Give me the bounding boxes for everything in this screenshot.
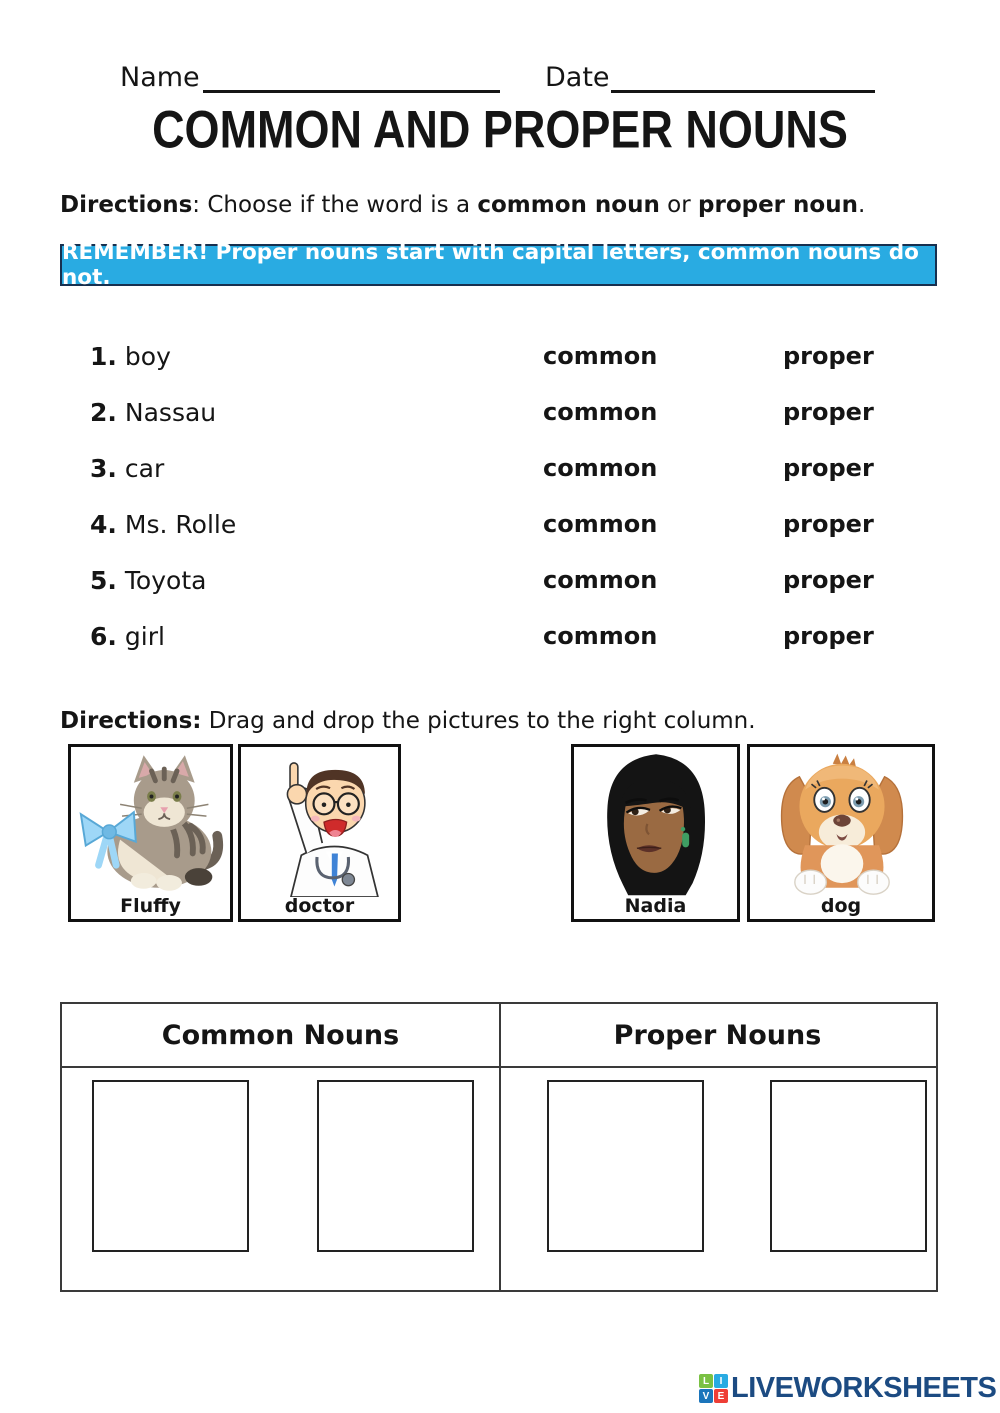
woman-with-black-hair-image [576, 749, 737, 897]
column-divider [499, 1004, 501, 1290]
quiz-word: 2. Nassau [90, 398, 217, 427]
quiz-word: 1. boy [90, 342, 171, 371]
reminder-text: REMEMBER! Proper nouns start with capital letters, common nouns do not. [62, 240, 919, 290]
directions-label: Directions [60, 192, 193, 218]
liveworksheets-footer[interactable] [699, 1372, 996, 1405]
quiz-word: 5. Toyota [90, 566, 207, 595]
dropzone-proper-2[interactable] [770, 1080, 927, 1252]
card-nadia[interactable] [571, 744, 740, 922]
card-fluffy[interactable] [68, 744, 233, 922]
quiz-word: 4. Ms. Rolle [90, 510, 237, 539]
sort-table [60, 1002, 938, 1292]
proper-option[interactable]: proper [783, 398, 874, 426]
card-caption: Nadia [624, 895, 687, 917]
quiz-row-6 [0, 618, 1000, 662]
common-option[interactable]: common [543, 510, 658, 538]
date-label: Date [545, 62, 610, 93]
logo-letter-l: L [699, 1374, 713, 1388]
dropzone-common-1[interactable] [92, 1080, 249, 1252]
card-caption: dog [820, 895, 862, 917]
liveworksheets-wordmark: LIVEWORKSHEETS [731, 1372, 997, 1404]
quiz-row-1 [0, 338, 1000, 382]
common-option[interactable]: common [543, 342, 658, 370]
quiz-row-4 [0, 506, 1000, 550]
directions-drag: Directions: Drag and drop the pictures to the right column. [60, 708, 756, 734]
date-blank-line[interactable] [611, 60, 875, 93]
brown-puppy-image [752, 749, 932, 897]
liveworksheets-logo-icon [699, 1374, 728, 1403]
quiz-row-3 [0, 450, 1000, 494]
cat-with-blue-bow-image [73, 749, 230, 897]
quiz-row-2 [0, 394, 1000, 438]
card-dog[interactable] [747, 744, 935, 922]
card-doctor[interactable] [238, 744, 401, 922]
dropzone-proper-1[interactable] [547, 1080, 704, 1252]
doctor-pointing-up-image [243, 749, 398, 897]
card-caption: doctor [284, 895, 355, 917]
logo-letter-v: V [699, 1389, 713, 1403]
common-option[interactable]: common [543, 398, 658, 426]
proper-option[interactable]: proper [783, 510, 874, 538]
proper-option[interactable]: proper [783, 622, 874, 650]
page-title: COMMON AND PROPER NOUNS [152, 99, 848, 160]
quiz-word: 3. car [90, 454, 165, 483]
directions-choose: Directions: Choose if the word is a common noun or proper noun. [60, 192, 866, 218]
proper-nouns-header: Proper Nouns [613, 1019, 822, 1051]
proper-option[interactable]: proper [783, 342, 874, 370]
common-option[interactable]: common [543, 454, 658, 482]
reminder-banner [60, 240, 937, 290]
common-option[interactable]: common [543, 622, 658, 650]
quiz-word: 6. girl [90, 622, 165, 651]
logo-letter-e: E [714, 1389, 728, 1403]
dropzone-common-2[interactable] [317, 1080, 474, 1252]
proper-option[interactable]: proper [783, 566, 874, 594]
quiz-list [0, 338, 1000, 668]
name-label: Name [120, 62, 200, 93]
logo-letter-i: I [714, 1374, 728, 1388]
name-blank-line[interactable] [203, 60, 500, 93]
card-caption: Fluffy [120, 895, 181, 917]
common-option[interactable]: common [543, 566, 658, 594]
proper-option[interactable]: proper [783, 454, 874, 482]
common-nouns-header: Common Nouns [161, 1019, 400, 1051]
quiz-row-5 [0, 562, 1000, 606]
